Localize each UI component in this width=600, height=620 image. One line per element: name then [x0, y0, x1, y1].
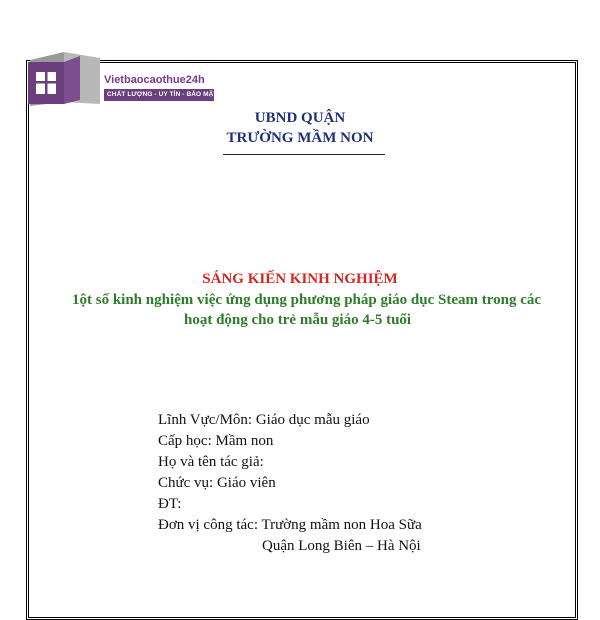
- info-position: Chức vụ: Giáo viên: [158, 475, 276, 491]
- info-unit: Đơn vị công tác: Trường mầm non Hoa Sữa: [158, 517, 422, 533]
- site-logo[interactable]: [22, 52, 218, 106]
- info-level: Cấp học: Mầm non: [158, 433, 274, 449]
- topic-line-1: 1ột số kinh nghiệm việc ứng dụng phương pháp giáo dục Steam trong các: [72, 292, 542, 308]
- logo-name: Vietbaocaothue24h: [104, 74, 205, 86]
- info-phone: ĐT:: [158, 496, 182, 512]
- district-heading: UBND QUẬN: [254, 110, 346, 126]
- logo-tagline: CHẤT LƯỢNG - UY TÍN - BẢO MẬT: [104, 89, 214, 101]
- book-logo-icon: [24, 52, 104, 106]
- info-author: Họ và tên tác giả:: [158, 454, 264, 470]
- info-field: Lĩnh Vực/Môn: Giáo dục mẫu giáo: [158, 412, 370, 428]
- document-title: SÁNG KIẾN KINH NGHIỆM: [202, 271, 398, 287]
- info-district: Quận Long Biên – Hà Nội: [262, 538, 421, 554]
- topic-line-2: hoạt động cho trẻ mẫu giáo 4-5 tuổi: [184, 312, 412, 328]
- header-divider: [223, 154, 385, 155]
- school-heading: TRƯỜNG MẦM NON: [226, 130, 374, 146]
